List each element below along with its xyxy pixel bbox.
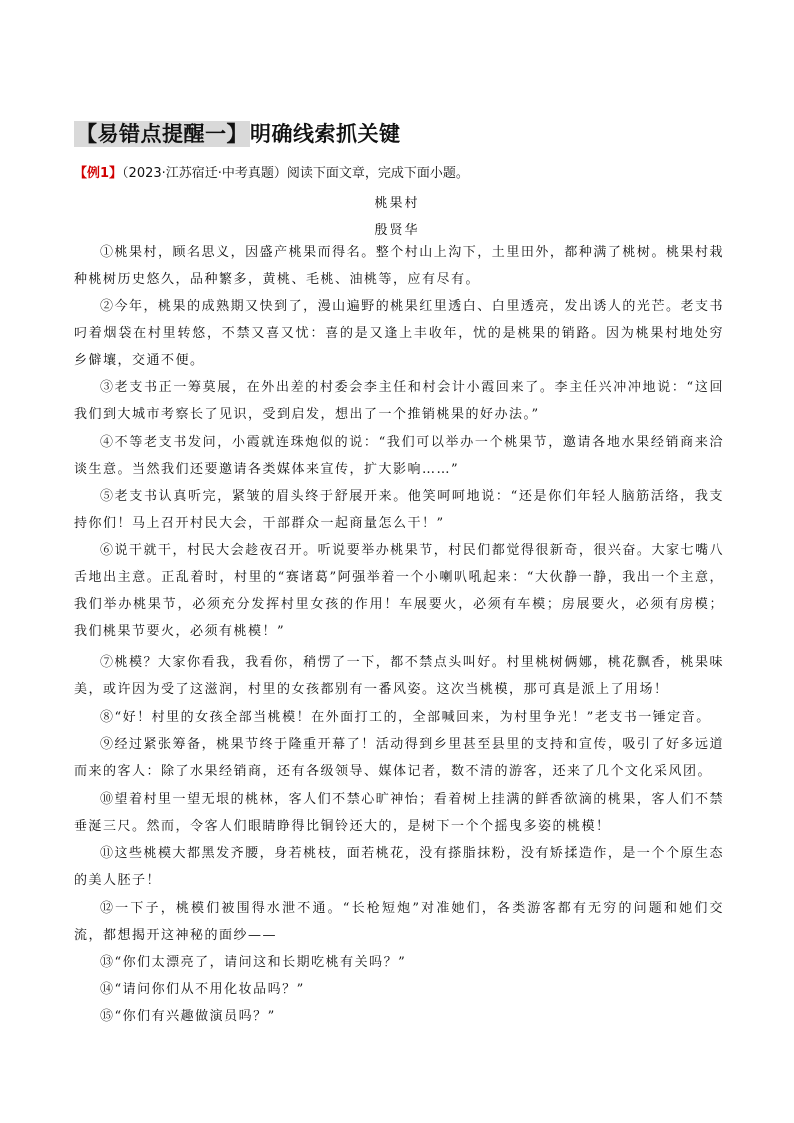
paragraph-8: ⑧“好！村里的女孩全部当桃模！在外面打工的，全部喊回来，为村里争光！”老支书一锤定音。 [100, 710, 711, 725]
paragraph-9: ⑨经过紧张筹备，桃果节终于隆重开幕了！活动得到乡里甚至县里的支持和宣传，吸引了好多远道而来的客人：除了水果经销商，还有各级领导、媒体记者，数不清的游客，还来了几个文化采风团。 [74, 737, 724, 779]
paragraph-14: ⑭“请问你们从不用化妆品吗？” [100, 982, 305, 997]
paragraph-13: ⑬“你们太漂亮了，请问这和长期吃桃有关吗？” [100, 955, 407, 970]
example-line [74, 162, 469, 181]
example-tag: 【例1】 [74, 166, 123, 181]
paragraph-7: ⑦桃模？大家你看我，我看你，稍愣了一下，都不禁点头叫好。村里桃树俩娜，桃花飘香，桃果味美，或许因为受了这滋润，村里的女孩都别有一番风姿。这次当桃模，那可真是派上了用场！ [74, 655, 724, 697]
paragraph-3: ③老支书正一筹莫展，在外出差的村委会李主任和村会计小霞回来了。李主任兴冲冲地说：“这回我们到大城市考察长了见识，受到启发，想出了一个推销桃果的好办法。” [74, 380, 724, 422]
paragraph-5: ⑤老支书认真听完，紧皱的眉头终于舒展开来。他笑呵呵地说：“还是你们年轻人脑筋活络，我支持你们！马上召开村民大会，干部群众一起商量怎么干！” [74, 489, 724, 531]
section-heading [74, 118, 401, 148]
paragraph-6: ⑥说干就干，村民大会趁夜召开。听说要举办桃果节，村民们都觉得很新奇，很兴奋。大家七嘴八舌地出主意。正乱着时，村里的“赛诸葛”阿强举着一个小喇叭吼起来：“大伙静一静，我出一个主意，我们举办桃果节，必须充分发挥村里女孩的作用！车展要火，必须有车模；房展要火，必须有房模；我们桃果节要火，必须有桃模！” [74, 543, 724, 639]
article-title: 桃果村 [374, 196, 420, 211]
heading-text: 明确线索抓关键 [250, 122, 401, 146]
paragraph-4: ④不等老支书发问，小霞就连珠炮似的说：“我们可以举办一个桃果节，邀请各地水果经销商来洽谈生意。当然我们还要邀请各类媒体来宣传，扩大影响……” [74, 435, 724, 477]
paragraph-11: ⑪这些桃模大都黑发齐腰，身若桃枝，面若桃花，没有搽脂抹粉，没有矫揉造作，是一个个原生态的美人胚子！ [74, 846, 724, 888]
paragraph-12: ⑫一下子，桃模们被围得水泄不通。“长枪短炮”对准她们，各类游客都有无穷的问题和她们交流，都想揭开这神秘的面纱—— [74, 901, 724, 943]
article-author: 殷贤华 [374, 223, 420, 238]
paragraph-1: ①桃果村，顾名思义，因盛产桃果而得名。整个村山上沟下，土里田外，都种满了桃树。桃果村栽种桃树历史悠久，品种繁多，黄桃、毛桃、油桃等，应有尽有。 [74, 245, 724, 287]
paragraph-10: ⑩望着村里一望无垠的桃林，客人们不禁心旷神怡；看着树上挂满的鲜香欲滴的桃果，客人们不禁垂涎三尺。然而，令客人们眼睛睁得比铜铃还大的，是树下一个个摇曳多姿的桃模！ [74, 792, 724, 834]
paragraph-2: ②今年，桃果的成熟期又快到了，漫山遍野的桃果红里透白、白里透亮，发出诱人的光芒。老支书叼着烟袋在村里转悠，不禁又喜又忧：喜的是又逢上丰收年，忧的是桃果的销路。因为桃果村地处穷乡僻壤，交通不便。 [74, 299, 724, 368]
example-source: （2023·江苏宿迁·中考真题）阅读下面文章，完成下面小题。 [122, 166, 469, 181]
paragraph-15: ⑮“你们有兴趣做演员吗？” [100, 1009, 276, 1024]
heading-highlight: 【易错点提醒一】 [76, 122, 248, 146]
